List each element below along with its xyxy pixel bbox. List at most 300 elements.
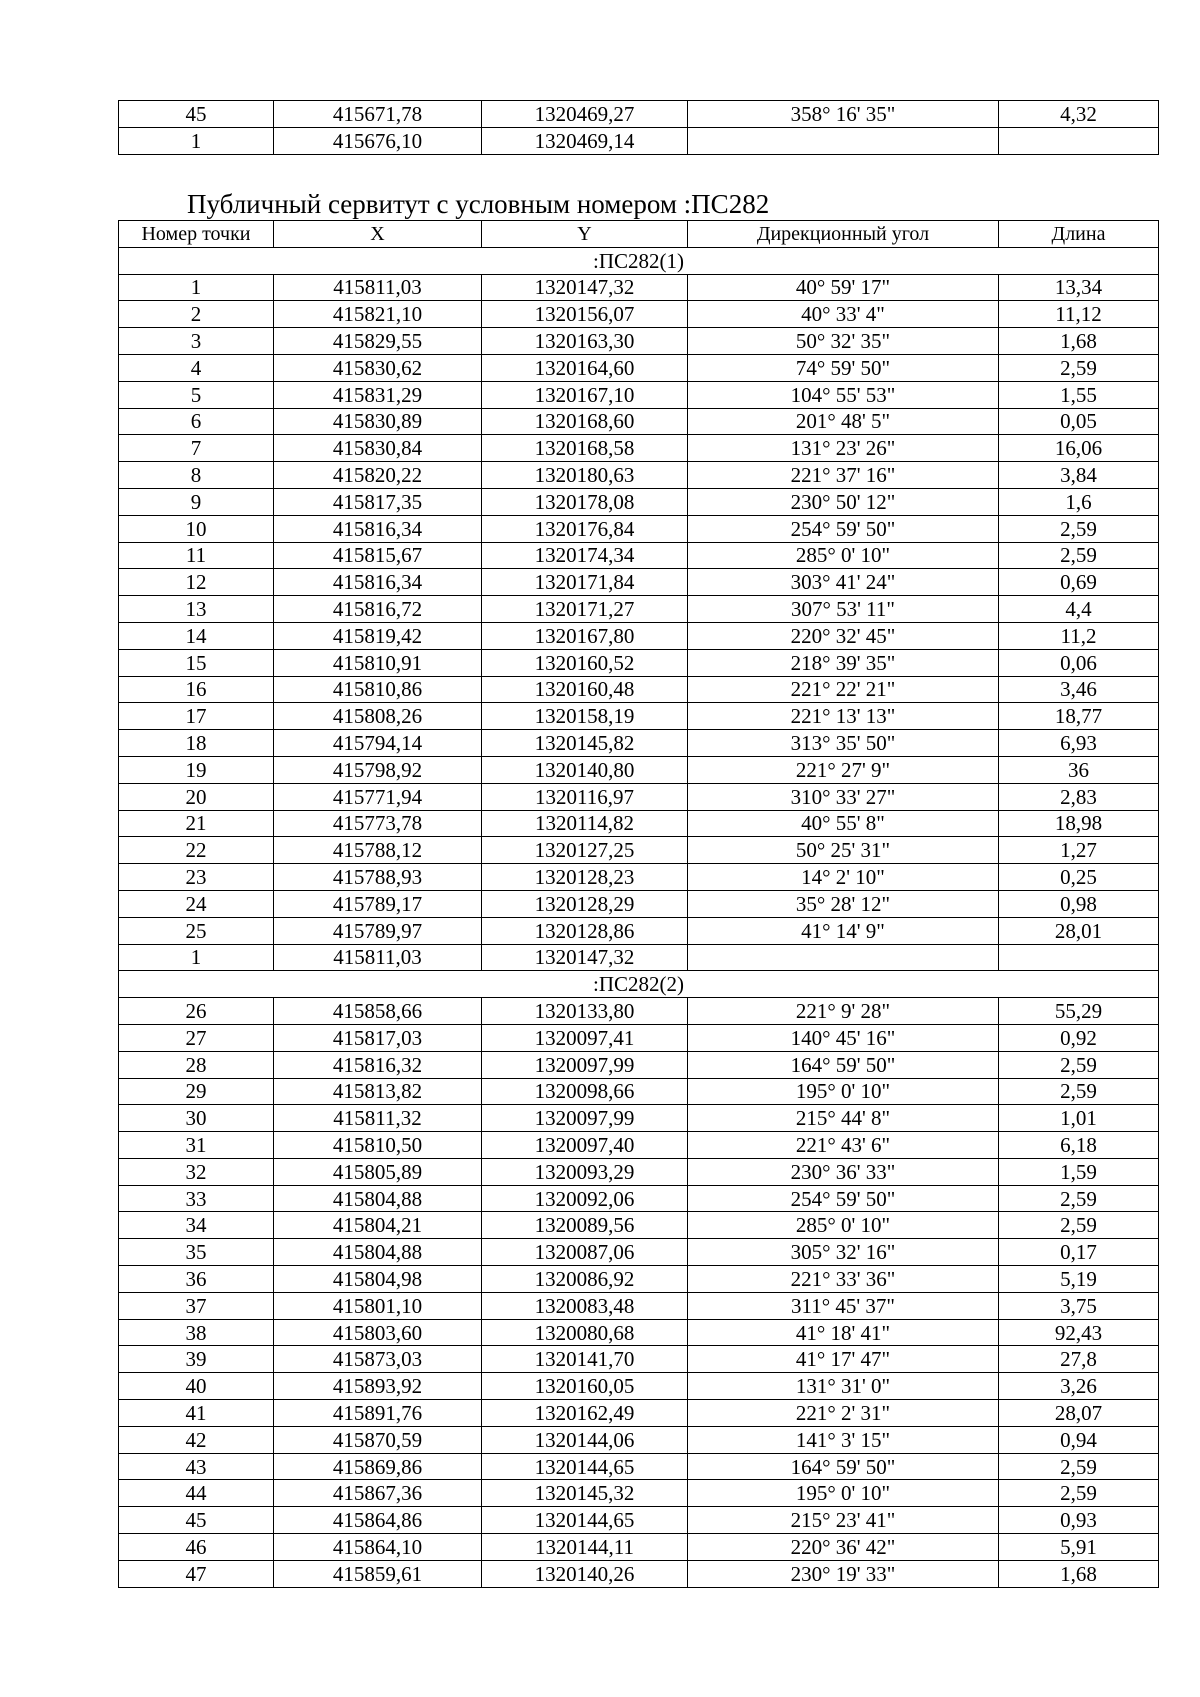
cell-y: 1320178,08 [482,488,688,515]
cell-x: 415801,10 [274,1292,482,1319]
cell-point-number: 44 [119,1480,274,1507]
cell-length: 4,4 [999,596,1159,623]
table-row [119,1239,1159,1266]
cell-x: 415891,76 [274,1400,482,1427]
cell-point-number: 29 [119,1078,274,1105]
cell-length: 0,17 [999,1239,1159,1266]
cell-x: 415831,29 [274,381,482,408]
header-length: Длина [999,221,1159,248]
cell-bearing: 141° 3' 15" [688,1426,999,1453]
cell-length [999,944,1159,971]
cell-point-number: 45 [119,101,274,128]
cell-bearing: 74° 59' 50" [688,354,999,381]
table-row [119,301,1159,328]
table-header-row [119,221,1159,248]
cell-length: 13,34 [999,274,1159,301]
cell-point-number: 24 [119,890,274,917]
table-row [119,1534,1159,1561]
table-row [119,676,1159,703]
cell-bearing: 311° 45' 37" [688,1292,999,1319]
cell-bearing: 285° 0' 10" [688,1212,999,1239]
cell-y: 1320167,10 [482,381,688,408]
cell-point-number: 46 [119,1534,274,1561]
cell-bearing: 221° 22' 21" [688,676,999,703]
table-row [119,127,1159,154]
cell-point-number: 17 [119,703,274,730]
cell-x: 415830,62 [274,354,482,381]
cell-y: 1320128,23 [482,864,688,891]
cell-y: 1320092,06 [482,1185,688,1212]
table-row [119,274,1159,301]
cell-length: 2,59 [999,1480,1159,1507]
cell-length: 4,32 [999,101,1159,128]
table-row [119,1266,1159,1293]
cell-x: 415830,84 [274,435,482,462]
cell-y: 1320180,63 [482,462,688,489]
cell-y: 1320160,48 [482,676,688,703]
cell-x: 415676,10 [274,127,482,154]
cell-length: 2,59 [999,1051,1159,1078]
cell-x: 415816,72 [274,596,482,623]
cell-point-number: 47 [119,1560,274,1587]
cell-length: 27,8 [999,1346,1159,1373]
cell-y: 1320087,06 [482,1239,688,1266]
cell-bearing: 164° 59' 50" [688,1051,999,1078]
cell-length: 2,59 [999,515,1159,542]
cell-bearing: 140° 45' 16" [688,1024,999,1051]
cell-x: 415829,55 [274,328,482,355]
cell-bearing: 220° 36' 42" [688,1534,999,1561]
cell-x: 415804,21 [274,1212,482,1239]
cell-y: 1320160,05 [482,1373,688,1400]
page-title: Публичный сервитут с условным номером :ПС282 [187,189,770,219]
cell-y: 1320176,84 [482,515,688,542]
table-row [119,1105,1159,1132]
cell-x: 415798,92 [274,756,482,783]
cell-point-number: 21 [119,810,274,837]
cell-point-number: 1 [119,127,274,154]
header-y: Y [482,221,688,248]
cell-length: 0,98 [999,890,1159,917]
cell-point-number: 10 [119,515,274,542]
cell-y: 1320116,97 [482,783,688,810]
cell-x: 415810,91 [274,649,482,676]
cell-point-number: 12 [119,569,274,596]
section-label: :ПС282(2) [119,971,1159,998]
cell-x: 415810,86 [274,676,482,703]
cell-length: 28,07 [999,1400,1159,1427]
cell-point-number: 9 [119,488,274,515]
cell-y: 1320145,32 [482,1480,688,1507]
cell-x: 415788,12 [274,837,482,864]
cell-x: 415858,66 [274,998,482,1025]
cell-length: 16,06 [999,435,1159,462]
cell-bearing: 220° 32' 45" [688,622,999,649]
cell-length: 0,06 [999,649,1159,676]
table-row [119,1185,1159,1212]
cell-y: 1320163,30 [482,328,688,355]
cell-length: 28,01 [999,917,1159,944]
cell-bearing: 40° 33' 4" [688,301,999,328]
cell-bearing: 40° 59' 17" [688,274,999,301]
cell-bearing: 230° 50' 12" [688,488,999,515]
table-row [119,917,1159,944]
cell-y: 1320147,32 [482,274,688,301]
cell-point-number: 33 [119,1185,274,1212]
cell-length: 5,91 [999,1534,1159,1561]
table-row [119,381,1159,408]
cell-bearing: 307° 53' 11" [688,596,999,623]
table-row [119,864,1159,891]
cell-bearing [688,944,999,971]
cell-y: 1320097,40 [482,1132,688,1159]
cell-point-number: 26 [119,998,274,1025]
cell-x: 415820,22 [274,462,482,489]
cell-point-number: 25 [119,917,274,944]
cell-length: 1,27 [999,837,1159,864]
table-row [119,1051,1159,1078]
cell-point-number: 39 [119,1346,274,1373]
cell-length: 1,6 [999,488,1159,515]
cell-length: 0,94 [999,1426,1159,1453]
cell-length: 0,25 [999,864,1159,891]
cell-x: 415830,89 [274,408,482,435]
cell-x: 415821,10 [274,301,482,328]
cell-y: 1320140,80 [482,756,688,783]
section-label: :ПС282(1) [119,247,1159,274]
cell-y: 1320097,41 [482,1024,688,1051]
table-row [119,328,1159,355]
cell-length: 1,68 [999,328,1159,355]
cell-bearing: 221° 9' 28" [688,998,999,1025]
cell-y: 1320097,99 [482,1051,688,1078]
cell-length: 55,29 [999,998,1159,1025]
cell-y: 1320093,29 [482,1158,688,1185]
table-row [119,1319,1159,1346]
cell-point-number: 5 [119,381,274,408]
cell-length: 5,19 [999,1266,1159,1293]
cell-x: 415816,32 [274,1051,482,1078]
cell-length [999,127,1159,154]
table-row [119,1346,1159,1373]
cell-point-number: 30 [119,1105,274,1132]
cell-y: 1320162,49 [482,1400,688,1427]
cell-point-number: 7 [119,435,274,462]
table-row [119,649,1159,676]
cell-point-number: 45 [119,1507,274,1534]
cell-bearing: 41° 14' 9" [688,917,999,944]
table-row [119,837,1159,864]
cell-x: 415864,86 [274,1507,482,1534]
cell-x: 415789,17 [274,890,482,917]
cell-point-number: 37 [119,1292,274,1319]
cell-bearing: 254° 59' 50" [688,515,999,542]
table-row [119,488,1159,515]
header-point-number: Номер точки [119,221,274,248]
cell-y: 1320140,26 [482,1560,688,1587]
cell-y: 1320469,27 [482,101,688,128]
cell-bearing: 35° 28' 12" [688,890,999,917]
cell-point-number: 18 [119,730,274,757]
cell-x: 415810,50 [274,1132,482,1159]
cell-x: 415773,78 [274,810,482,837]
cell-point-number: 22 [119,837,274,864]
cell-y: 1320156,07 [482,301,688,328]
cell-bearing: 164° 59' 50" [688,1453,999,1480]
cell-y: 1320144,65 [482,1507,688,1534]
cell-point-number: 6 [119,408,274,435]
cell-x: 415788,93 [274,864,482,891]
cell-bearing: 14° 2' 10" [688,864,999,891]
cell-bearing: 131° 23' 26" [688,435,999,462]
cell-x: 415671,78 [274,101,482,128]
cell-bearing: 221° 33' 36" [688,1266,999,1293]
cell-point-number: 8 [119,462,274,489]
cell-x: 415819,42 [274,622,482,649]
cell-x: 415789,97 [274,917,482,944]
cell-length: 3,46 [999,676,1159,703]
table-row [119,1373,1159,1400]
cell-bearing: 221° 43' 6" [688,1132,999,1159]
cell-x: 415794,14 [274,730,482,757]
cell-y: 1320168,60 [482,408,688,435]
cell-bearing: 195° 0' 10" [688,1480,999,1507]
cell-point-number: 11 [119,542,274,569]
coordinates-table [118,220,1159,1588]
table-row [119,1024,1159,1051]
cell-length: 92,43 [999,1319,1159,1346]
cell-y: 1320164,60 [482,354,688,381]
cell-y: 1320083,48 [482,1292,688,1319]
cell-bearing: 40° 55' 8" [688,810,999,837]
cell-x: 415867,36 [274,1480,482,1507]
cell-point-number: 16 [119,676,274,703]
cell-point-number: 40 [119,1373,274,1400]
table-row [119,354,1159,381]
cell-point-number: 14 [119,622,274,649]
cell-length: 36 [999,756,1159,783]
cell-x: 415813,82 [274,1078,482,1105]
cell-length: 2,59 [999,1078,1159,1105]
cell-point-number: 1 [119,274,274,301]
cell-point-number: 27 [119,1024,274,1051]
cell-length: 0,69 [999,569,1159,596]
table-row [119,1560,1159,1587]
table-row [119,1480,1159,1507]
cell-x: 415771,94 [274,783,482,810]
table-row [119,890,1159,917]
cell-y: 1320128,29 [482,890,688,917]
cell-length: 6,18 [999,1132,1159,1159]
cell-length: 2,59 [999,542,1159,569]
cell-length: 6,93 [999,730,1159,757]
cell-y: 1320469,14 [482,127,688,154]
cell-x: 415817,03 [274,1024,482,1051]
cell-length: 1,59 [999,1158,1159,1185]
section-row [119,247,1159,274]
table-row [119,408,1159,435]
cell-length: 3,75 [999,1292,1159,1319]
cell-y: 1320147,32 [482,944,688,971]
cell-length: 1,01 [999,1105,1159,1132]
cell-y: 1320128,86 [482,917,688,944]
cell-bearing: 303° 41' 24" [688,569,999,596]
cell-x: 415811,03 [274,274,482,301]
cell-bearing: 305° 32' 16" [688,1239,999,1266]
cell-point-number: 13 [119,596,274,623]
cell-bearing: 41° 18' 41" [688,1319,999,1346]
cell-y: 1320086,92 [482,1266,688,1293]
cell-bearing: 218° 39' 35" [688,649,999,676]
cell-y: 1320141,70 [482,1346,688,1373]
cell-bearing: 201° 48' 5" [688,408,999,435]
cell-x: 415815,67 [274,542,482,569]
table-row [119,1158,1159,1185]
cell-y: 1320089,56 [482,1212,688,1239]
cell-point-number: 2 [119,301,274,328]
cell-x: 415864,10 [274,1534,482,1561]
cell-length: 0,93 [999,1507,1159,1534]
table-row [119,515,1159,542]
table-row [119,1507,1159,1534]
cell-x: 415808,26 [274,703,482,730]
table-row [119,998,1159,1025]
cell-y: 1320167,80 [482,622,688,649]
cell-x: 415873,03 [274,1346,482,1373]
cell-point-number: 15 [119,649,274,676]
cell-length: 2,59 [999,1212,1159,1239]
cell-length: 3,26 [999,1373,1159,1400]
cell-point-number: 28 [119,1051,274,1078]
cell-point-number: 20 [119,783,274,810]
cell-x: 415859,61 [274,1560,482,1587]
cell-point-number: 38 [119,1319,274,1346]
cell-bearing: 230° 19' 33" [688,1560,999,1587]
cell-length: 1,68 [999,1560,1159,1587]
table-row [119,1400,1159,1427]
table-row [119,1426,1159,1453]
cell-y: 1320144,11 [482,1534,688,1561]
cell-bearing: 310° 33' 27" [688,783,999,810]
cell-x: 415803,60 [274,1319,482,1346]
cell-bearing: 131° 31' 0" [688,1373,999,1400]
cell-length: 11,2 [999,622,1159,649]
cell-bearing: 221° 2' 31" [688,1400,999,1427]
table-row [119,462,1159,489]
table-row [119,810,1159,837]
cell-bearing: 285° 0' 10" [688,542,999,569]
cell-x: 415893,92 [274,1373,482,1400]
cell-length: 2,59 [999,1453,1159,1480]
cell-length: 18,77 [999,703,1159,730]
cell-y: 1320160,52 [482,649,688,676]
cell-x: 415816,34 [274,569,482,596]
cell-x: 415804,98 [274,1266,482,1293]
table-row [119,730,1159,757]
cell-bearing: 215° 23' 41" [688,1507,999,1534]
table-row [119,596,1159,623]
cell-y: 1320114,82 [482,810,688,837]
table-row [119,944,1159,971]
cell-y: 1320127,25 [482,837,688,864]
cell-y: 1320144,65 [482,1453,688,1480]
table-row [119,1292,1159,1319]
cell-x: 415817,35 [274,488,482,515]
cell-bearing: 215° 44' 8" [688,1105,999,1132]
cell-x: 415804,88 [274,1185,482,1212]
cell-bearing: 221° 37' 16" [688,462,999,489]
cell-point-number: 42 [119,1426,274,1453]
table-row [119,1212,1159,1239]
cell-bearing: 221° 13' 13" [688,703,999,730]
cell-y: 1320097,99 [482,1105,688,1132]
cell-point-number: 31 [119,1132,274,1159]
previous-coordinates-table [118,100,1159,155]
cell-length: 2,59 [999,1185,1159,1212]
cell-length: 18,98 [999,810,1159,837]
table-row [119,756,1159,783]
cell-x: 415804,88 [274,1239,482,1266]
cell-point-number: 41 [119,1400,274,1427]
cell-y: 1320144,06 [482,1426,688,1453]
table-row [119,569,1159,596]
cell-x: 415870,59 [274,1426,482,1453]
cell-x: 415869,86 [274,1453,482,1480]
cell-length: 1,55 [999,381,1159,408]
cell-x: 415805,89 [274,1158,482,1185]
cell-y: 1320174,34 [482,542,688,569]
header-bearing: Дирекционный угол [688,221,999,248]
cell-bearing: 50° 25' 31" [688,837,999,864]
cell-bearing: 230° 36' 33" [688,1158,999,1185]
cell-bearing: 254° 59' 50" [688,1185,999,1212]
cell-point-number: 32 [119,1158,274,1185]
cell-bearing: 358° 16' 35" [688,101,999,128]
cell-point-number: 34 [119,1212,274,1239]
table-row [119,1078,1159,1105]
cell-bearing: 41° 17' 47" [688,1346,999,1373]
header-x: X [274,221,482,248]
cell-point-number: 43 [119,1453,274,1480]
cell-x: 415811,03 [274,944,482,971]
cell-length: 2,83 [999,783,1159,810]
table-row [119,783,1159,810]
cell-length: 11,12 [999,301,1159,328]
cell-y: 1320171,27 [482,596,688,623]
table-row [119,703,1159,730]
table-row [119,622,1159,649]
cell-point-number: 1 [119,944,274,971]
table-row [119,1132,1159,1159]
cell-length: 0,05 [999,408,1159,435]
cell-bearing: 104° 55' 53" [688,381,999,408]
cell-y: 1320171,84 [482,569,688,596]
section-row [119,971,1159,998]
cell-bearing: 50° 32' 35" [688,328,999,355]
cell-bearing: 313° 35' 50" [688,730,999,757]
table-row [119,101,1159,128]
cell-point-number: 3 [119,328,274,355]
cell-point-number: 36 [119,1266,274,1293]
cell-x: 415816,34 [274,515,482,542]
cell-y: 1320133,80 [482,998,688,1025]
cell-bearing: 195° 0' 10" [688,1078,999,1105]
cell-y: 1320098,66 [482,1078,688,1105]
cell-point-number: 35 [119,1239,274,1266]
table-row [119,435,1159,462]
cell-point-number: 4 [119,354,274,381]
table-row [119,542,1159,569]
